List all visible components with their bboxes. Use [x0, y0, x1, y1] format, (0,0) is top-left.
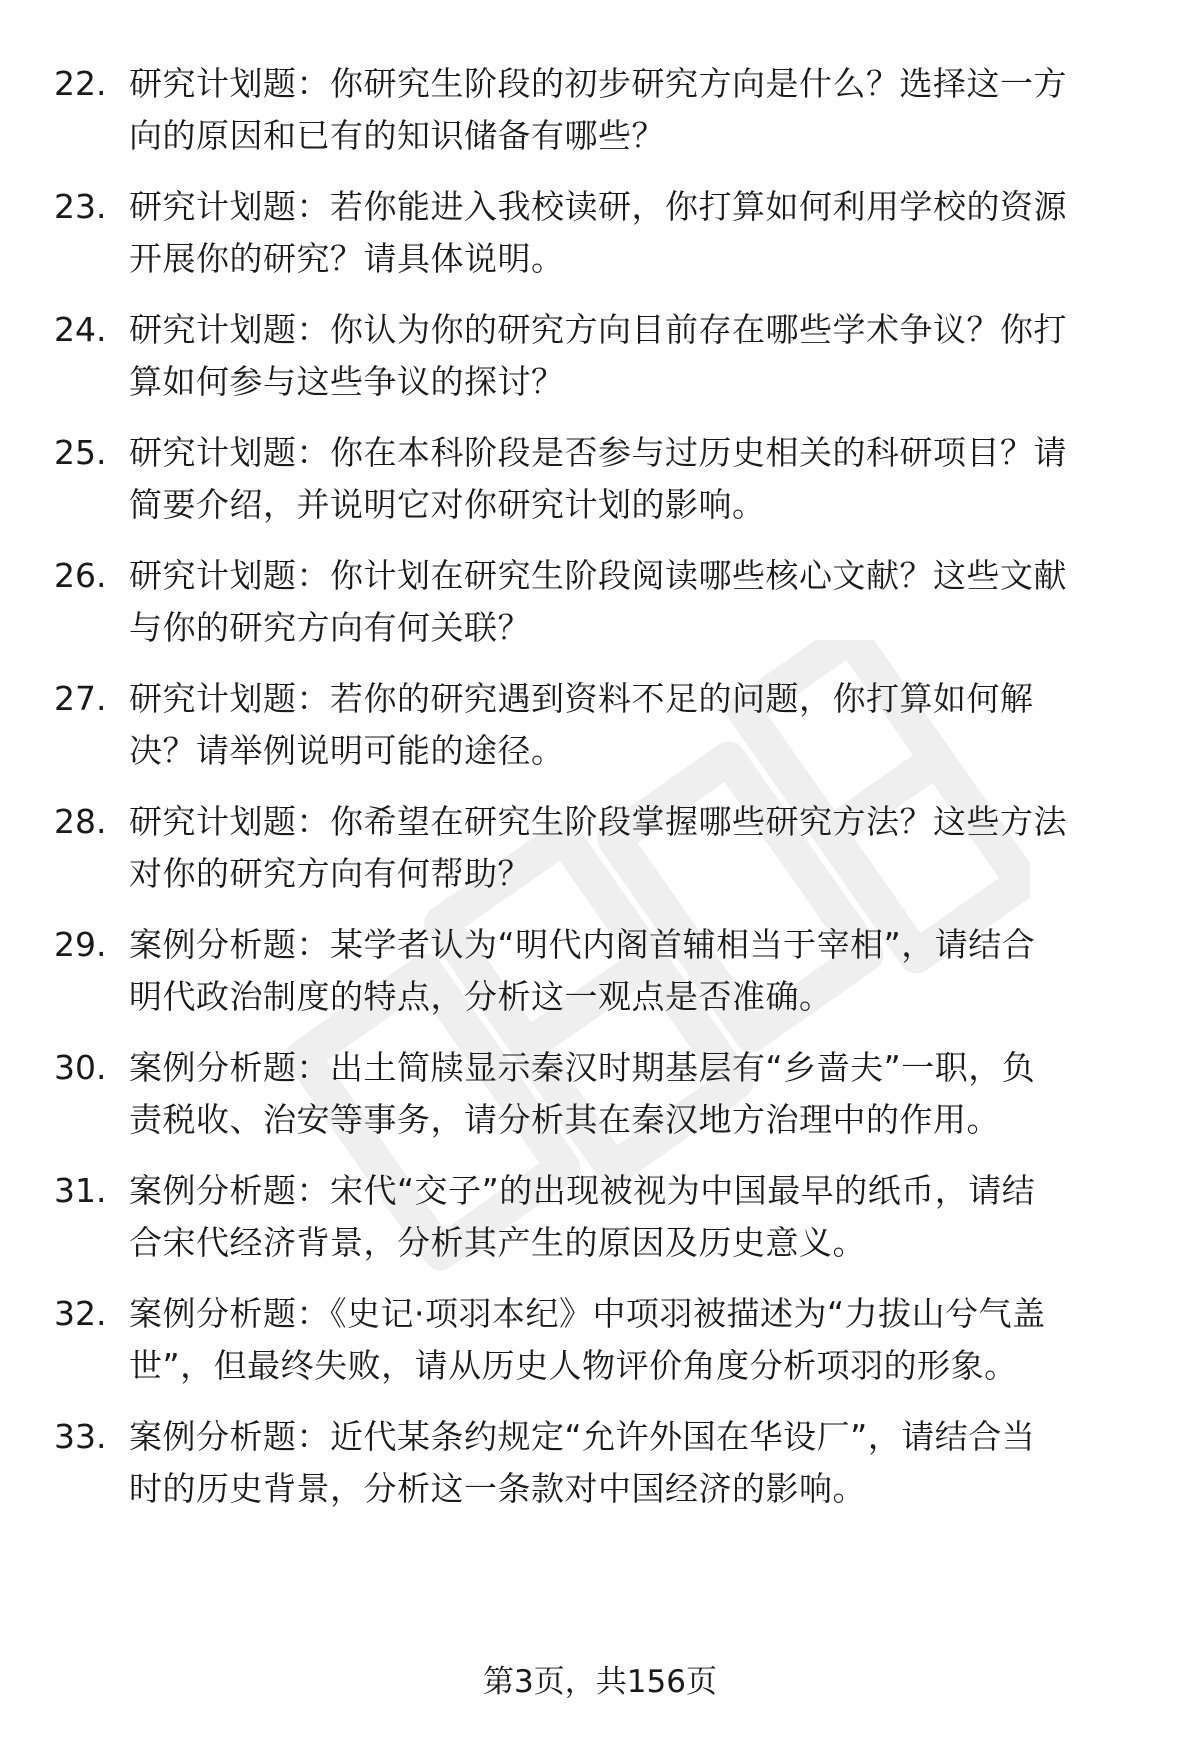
question-item [0, 427, 1200, 550]
question-text [129, 304, 1149, 408]
question-line: 研究计划题：若你的研究遇到资料不足的问题，你打算如何解 [129, 679, 1034, 718]
question-number: 29. [54, 925, 107, 964]
question-line: 研究计划题：你认为你的研究方向目前存在哪些学术争议？你打 [129, 310, 1067, 349]
question-item [0, 1288, 1200, 1411]
question-line: 案例分析题：近代某条约规定“允许外国在华设厂”，请结合当 [129, 1417, 1036, 1456]
question-text [129, 181, 1149, 285]
question-number: 24. [54, 310, 107, 349]
question-text [129, 550, 1149, 654]
question-line: 决？请举例说明可能的途径。 [129, 731, 565, 770]
question-number: 22. [54, 64, 107, 103]
question-line: 与你的研究方向有何关联？ [129, 608, 531, 647]
question-line: 研究计划题：你计划在研究生阶段阅读哪些核心文献？这些文献 [129, 556, 1067, 595]
question-number: 30. [54, 1048, 107, 1087]
question-text [129, 1411, 1149, 1515]
question-line: 向的原因和已有的知识储备有哪些？ [129, 116, 665, 155]
question-line: 开展你的研究？请具体说明。 [129, 239, 565, 278]
question-line: 研究计划题：你希望在研究生阶段掌握哪些研究方法？这些方法 [129, 802, 1067, 841]
question-number: 26. [54, 556, 107, 595]
question-text [129, 796, 1149, 900]
question-number: 28. [54, 802, 107, 841]
question-line: 案例分析题：出土简牍显示秦汉时期基层有“乡啬夫”一职，负 [129, 1048, 1036, 1087]
question-text [129, 919, 1149, 1023]
question-list [0, 58, 1200, 1534]
question-line: 世”，但最终失败，请从历史人物评价角度分析项羽的形象。 [129, 1346, 1018, 1385]
question-item [0, 673, 1200, 796]
question-item [0, 1042, 1200, 1165]
question-line: 对你的研究方向有何帮助？ [129, 854, 531, 893]
question-text [129, 58, 1149, 162]
question-line: 明代政治制度的特点，分析这一观点是否准确。 [129, 977, 833, 1016]
question-number: 33. [54, 1417, 107, 1456]
question-text [129, 427, 1149, 531]
question-line: 简要介绍，并说明它对你研究计划的影响。 [129, 485, 766, 524]
question-line: 责税收、治安等事务，请分析其在秦汉地方治理中的作用。 [129, 1100, 1000, 1139]
question-number: 27. [54, 679, 107, 718]
question-item [0, 304, 1200, 427]
question-text [129, 673, 1149, 777]
question-item [0, 919, 1200, 1042]
question-text [129, 1288, 1149, 1392]
question-line: 案例分析题：宋代“交子”的出现被视为中国最早的纸币，请结 [129, 1171, 1036, 1210]
question-line: 案例分析题：某学者认为“明代内阁首辅相当于宰相”，请结合 [129, 925, 1036, 964]
question-item [0, 796, 1200, 919]
question-line: 案例分析题：《史记·项羽本纪》中项羽被描述为“力拔山兮气盖 [129, 1294, 1046, 1333]
question-line: 合宋代经济背景，分析其产生的原因及历史意义。 [129, 1223, 866, 1262]
question-number: 25. [54, 433, 107, 472]
question-number: 23. [54, 187, 107, 226]
question-item [0, 58, 1200, 181]
question-line: 研究计划题：你研究生阶段的初步研究方向是什么？选择这一方 [129, 64, 1067, 103]
question-line: 研究计划题：若你能进入我校读研，你打算如何利用学校的资源 [129, 187, 1067, 226]
question-line: 研究计划题：你在本科阶段是否参与过历史相关的科研项目？请 [129, 433, 1067, 472]
question-item [0, 1165, 1200, 1288]
question-text [129, 1165, 1149, 1269]
question-line: 时的历史背景，分析这一条款对中国经济的影响。 [129, 1469, 866, 1508]
question-item [0, 550, 1200, 673]
question-number: 31. [54, 1171, 107, 1210]
question-item [0, 1411, 1200, 1534]
question-line: 算如何参与这些争议的探讨？ [129, 362, 565, 401]
question-item [0, 181, 1200, 304]
question-number: 32. [54, 1294, 107, 1333]
page-indicator: 第3页，共156页 [483, 1664, 717, 1700]
question-text [129, 1042, 1149, 1146]
